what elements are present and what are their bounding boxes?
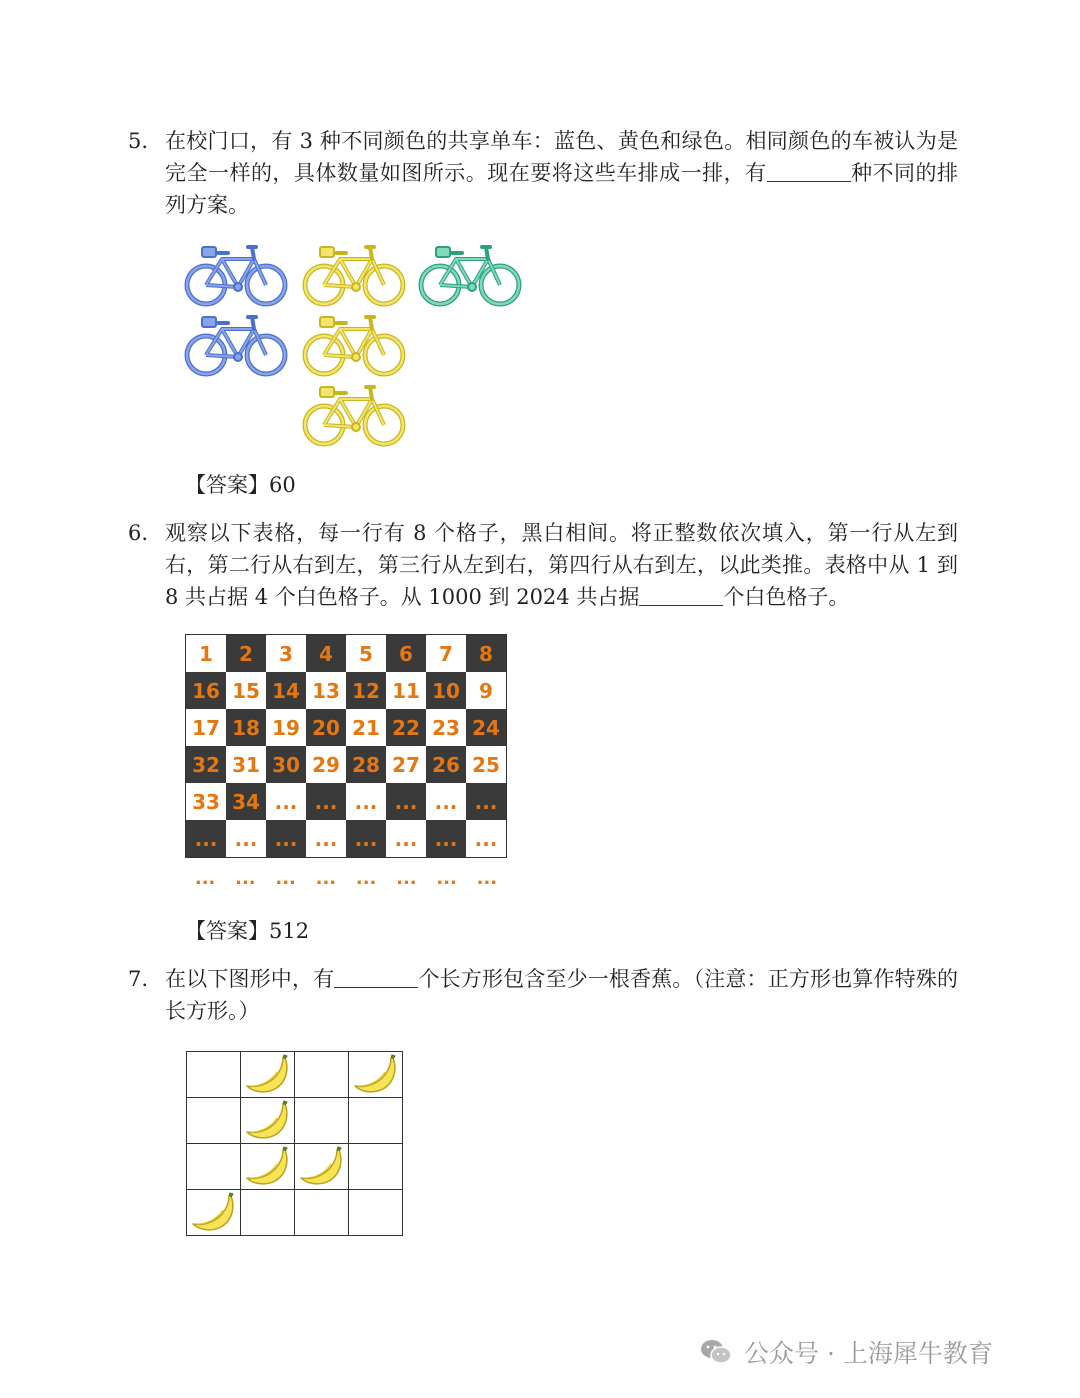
grid-cell: 18 — [226, 709, 266, 746]
grid-cell: 20 — [306, 709, 346, 746]
question-number: 6. — [128, 521, 149, 545]
grid-cell: ... — [306, 783, 346, 820]
grid-cell: 28 — [346, 746, 386, 783]
grid-cell: 12 — [346, 672, 386, 709]
banana-cell — [295, 1144, 349, 1190]
question-text-part: 在校门口，有 3 种不同颜色的共享单车：蓝色、黄色和绿色。相同颜色的车被认为是完全一样的，具体数量如图所示。现在要将这些车排成一排，有 — [165, 129, 958, 185]
grid-cell: 1 — [186, 635, 227, 673]
empty-cell — [349, 1190, 403, 1236]
ellipsis: ... — [476, 868, 498, 889]
green-bike-icon — [416, 237, 524, 309]
empty-cell — [295, 1052, 349, 1098]
question-text-part: 观察以下表格，每一行有 8 个格子，黑白相间。将正整数依次填入，第一行从左到右，第二行从右到左，第三行从左到右，第四行从右到左，以此类推。表格中从 1 到 8 共占据 4 个白色格子。从 1000 到 2024 共占据 — [165, 521, 958, 609]
banana-cell — [349, 1052, 403, 1098]
table-row — [186, 746, 507, 783]
grid-cell: 31 — [226, 746, 266, 783]
grid-cell: 23 — [426, 709, 466, 746]
yellow-bike-icon — [300, 377, 408, 449]
grid-cell: 5 — [346, 635, 386, 673]
ellipsis: ... — [235, 868, 256, 889]
grid-cell: ... — [346, 783, 386, 820]
banana-cell — [241, 1144, 295, 1190]
question-text-part: 个长方形包含至少一根香蕉。（注意：正方形也算作特殊的长方形。） — [165, 967, 959, 1023]
table-row — [187, 1098, 403, 1144]
table-row — [186, 635, 507, 673]
question-text-part: 个白色格子。 — [723, 585, 850, 609]
grid-cell: 25 — [466, 746, 507, 783]
answer-6 — [185, 915, 309, 945]
grid-cell: ... — [386, 783, 426, 820]
question-text — [165, 963, 958, 1027]
grid-cell: ... — [466, 820, 507, 858]
table-row — [187, 1052, 403, 1098]
grid-cell: 8 — [466, 635, 507, 673]
answer-label: 【答案】 — [185, 473, 269, 497]
grid-cell: 33 — [186, 783, 227, 820]
grid-cell: 14 — [266, 672, 306, 709]
empty-cell — [187, 1052, 241, 1098]
empty-cell — [187, 1144, 241, 1190]
table-row — [186, 783, 507, 820]
answer-blank — [334, 965, 418, 988]
answer-blank — [639, 583, 723, 606]
grid-cell: 15 — [226, 672, 266, 709]
table-row — [187, 1190, 403, 1236]
grid-cell: ... — [226, 820, 266, 858]
grid-cell: ... — [266, 820, 306, 858]
watermark-text: 公众号 · 上海犀牛教育 — [744, 1339, 993, 1368]
banana-cell — [241, 1052, 295, 1098]
ellipsis: ... — [396, 868, 417, 889]
question-text — [165, 125, 958, 221]
question-5 — [128, 125, 958, 221]
grid-cell: 24 — [466, 709, 507, 746]
table-row — [186, 709, 507, 746]
grid-cell: 17 — [186, 709, 227, 746]
table-row — [186, 820, 507, 858]
answer-5 — [185, 469, 296, 499]
grid-cell: 6 — [386, 635, 426, 673]
grid-cell: 26 — [426, 746, 466, 783]
empty-cell — [295, 1098, 349, 1144]
grid-cell: 34 — [226, 783, 266, 820]
ellipsis: ... — [315, 868, 337, 889]
grid-cell: 29 — [306, 746, 346, 783]
empty-cell — [295, 1190, 349, 1236]
grid-cell: 13 — [306, 672, 346, 709]
wechat-icon — [700, 1339, 732, 1365]
grid-cell: 19 — [266, 709, 306, 746]
ellipsis: ... — [194, 868, 216, 889]
blue-bike-icon — [182, 307, 290, 379]
banana-grid — [186, 1051, 403, 1236]
empty-cell — [187, 1098, 241, 1144]
watermark — [700, 1332, 993, 1372]
grid-cell: ... — [186, 820, 227, 858]
banana-cell — [187, 1190, 241, 1236]
grid-cell: 7 — [426, 635, 466, 673]
answer-blank — [767, 159, 851, 182]
grid-cell: 32 — [186, 746, 227, 783]
grid-cell: ... — [426, 783, 466, 820]
answer-value: 60 — [269, 473, 296, 497]
grid-cell: 9 — [466, 672, 507, 709]
grid-cell: ... — [466, 783, 507, 820]
grid-cell: ... — [386, 820, 426, 858]
grid-cell: ... — [426, 820, 466, 858]
question-6 — [128, 517, 958, 613]
banana-cell — [241, 1098, 295, 1144]
grid-cell: 11 — [386, 672, 426, 709]
grid-cell: ... — [346, 820, 386, 858]
question-number: 7. — [128, 967, 149, 991]
yellow-bike-icon — [300, 307, 408, 379]
empty-cell — [349, 1098, 403, 1144]
grid-cell: 22 — [386, 709, 426, 746]
blue-bike-icon — [182, 237, 290, 309]
question-text-part: 在以下图形中，有 — [165, 967, 335, 991]
ellipsis: ... — [436, 868, 457, 889]
question-number: 5. — [128, 129, 149, 153]
table-row — [187, 1144, 403, 1190]
ellipsis: ... — [355, 868, 377, 889]
empty-cell — [349, 1144, 403, 1190]
grid-cell: 30 — [266, 746, 306, 783]
grid-cell: 3 — [266, 635, 306, 673]
grid-cell: ... — [306, 820, 346, 858]
grid-cell: 16 — [186, 672, 227, 709]
grid-cell: 21 — [346, 709, 386, 746]
checkerboard-table — [185, 634, 507, 858]
grid-cell: 10 — [426, 672, 466, 709]
bike-figure — [180, 232, 530, 452]
question-7 — [128, 963, 958, 1027]
grid-cell: ... — [266, 783, 306, 820]
answer-label: 【答案】 — [185, 919, 269, 943]
empty-cell — [241, 1190, 295, 1236]
question-text — [165, 517, 958, 613]
question-text-part: 种不同的排列方案。 — [165, 161, 959, 217]
answer-value: 512 — [269, 919, 310, 943]
yellow-bike-icon — [300, 237, 408, 309]
grid-cell: 27 — [386, 746, 426, 783]
grid-cell: 4 — [306, 635, 346, 673]
table-row — [186, 672, 507, 709]
grid-cell: 2 — [226, 635, 266, 673]
continuation-row — [185, 868, 507, 889]
ellipsis: ... — [275, 868, 296, 889]
